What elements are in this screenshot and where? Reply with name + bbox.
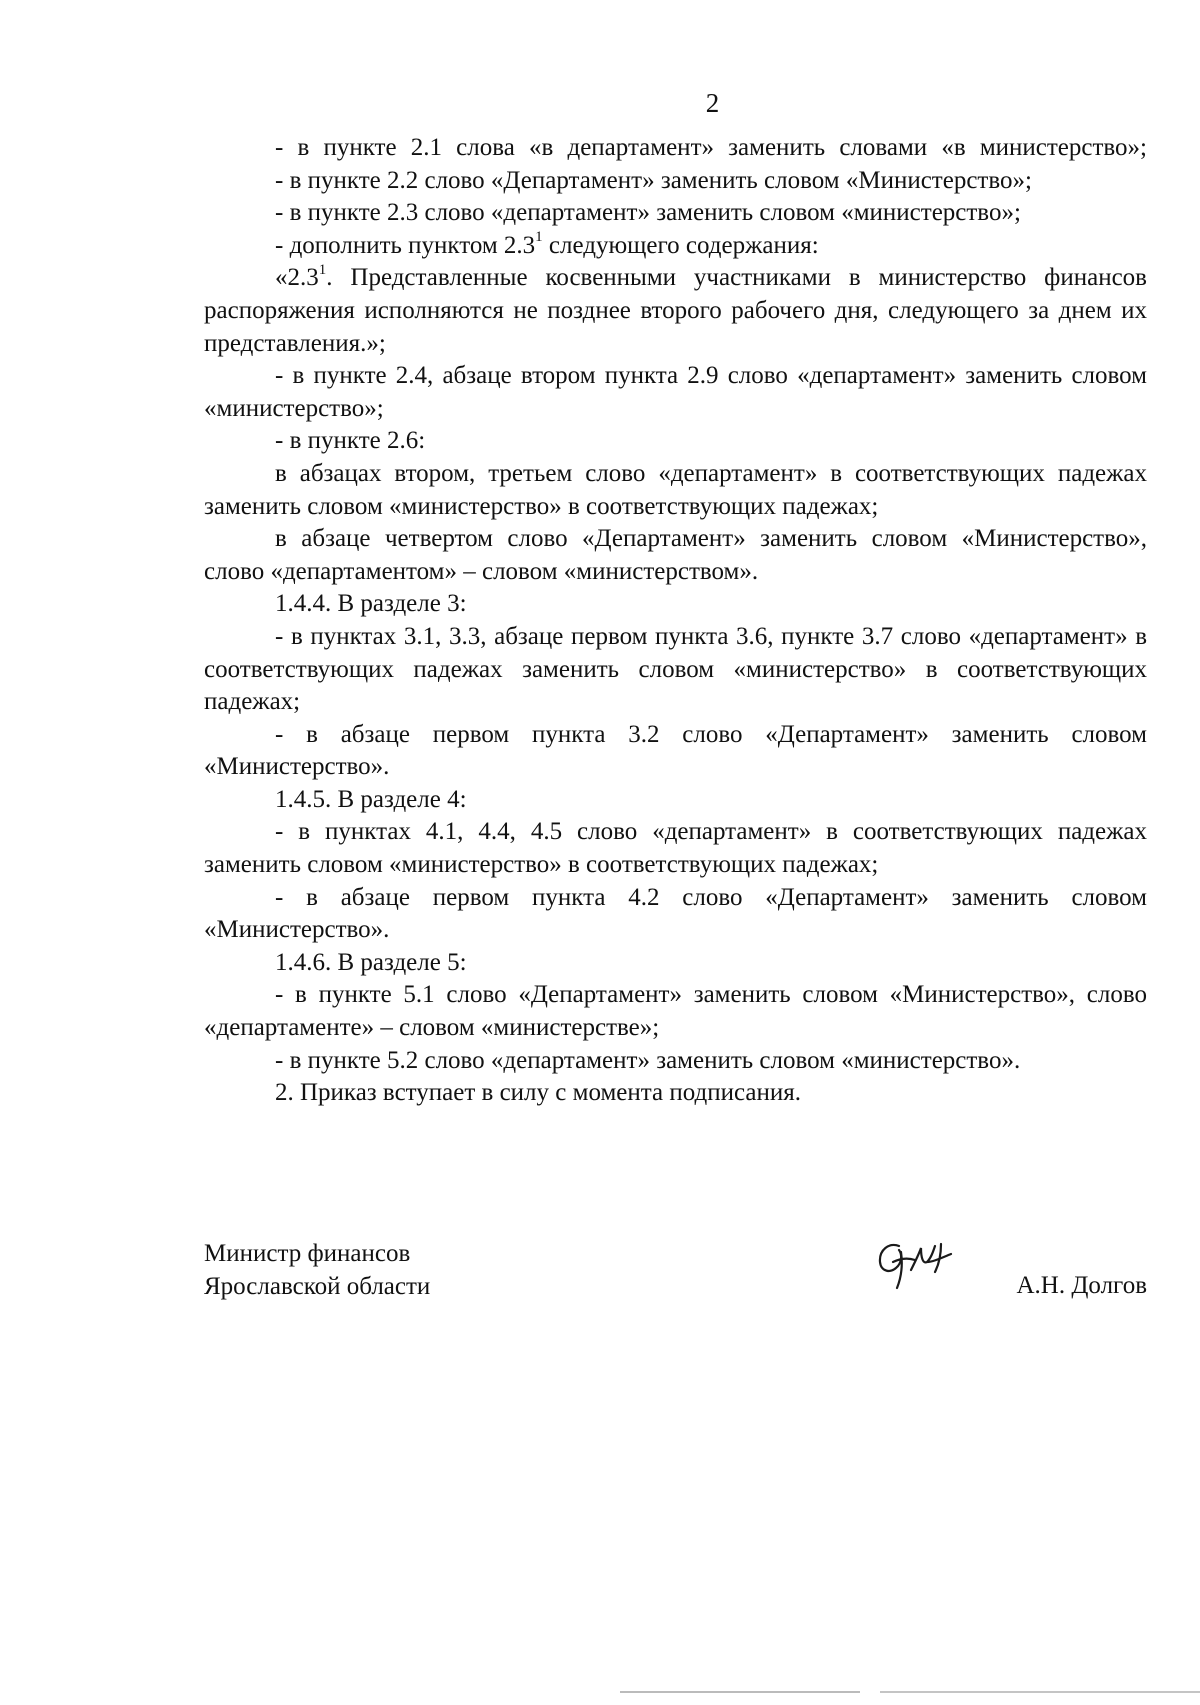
signatory-name: А.Н. Долгов xyxy=(1016,1272,1147,1299)
text-run: . Представленные косвенными участниками в министерство финансов распоряжения исполняются не позднее второго рабочего дня, следующего за днем их представления.»; xyxy=(204,264,1147,357)
signatory-position xyxy=(204,1238,430,1303)
superscript: 1 xyxy=(318,262,327,279)
text-run: 1.4.5. В разделе 4: xyxy=(275,785,467,813)
paragraph xyxy=(204,425,1147,458)
section-heading xyxy=(204,588,1147,621)
position-line-1: Министр финансов xyxy=(204,1240,411,1267)
paragraph xyxy=(204,230,1147,263)
text-run: - в пункте 2.2 слово «Департамент» заменить словом «Министерство»; xyxy=(275,166,1032,194)
signature-block xyxy=(204,1238,1147,1308)
text-run: 2. Приказ вступает в силу с момента подписания. xyxy=(275,1079,801,1107)
paragraph xyxy=(204,882,1147,947)
paragraph xyxy=(204,621,1147,719)
paragraph xyxy=(204,262,1147,360)
text-run: - в абзаце первом пункта 4.2 слово «Департамент» заменить словом «Министерство». xyxy=(204,883,1147,944)
paragraph xyxy=(204,360,1147,425)
section-heading xyxy=(204,947,1147,980)
text-run: - в пункте 2.4, абзаце втором пункта 2.9 слово «департамент» заменить словом «министерство»; xyxy=(204,362,1147,422)
superscript: 1 xyxy=(535,229,543,246)
text-run: - в пункте 5.2 слово «департамент» заменить словом «министерство». xyxy=(275,1046,1021,1074)
paragraph xyxy=(204,458,1147,523)
text-run: - в пунктах 3.1, 3.3, абзаце первом пункта 3.6, пункте 3.7 слово «департамент» в соответствующих падежах заменить словом «министерство» в соответствующих падежах; xyxy=(204,622,1147,716)
paragraph xyxy=(204,165,1147,198)
text-run: - в абзаце первом пункта 3.2 слово «Департамент» заменить словом «Министерство». xyxy=(204,720,1147,781)
paragraph xyxy=(204,523,1147,588)
document-body xyxy=(204,132,1147,1110)
text-run: 1.4.4. В разделе 3: xyxy=(275,590,467,618)
text-run: в абзацах втором, третьем слово «департамент» в соответствующих падежах заменить словом «министерство» в соответствующих падежах; xyxy=(204,459,1147,520)
handwritten-signature-icon xyxy=(871,1232,961,1294)
text-run: - в пункте 5.1 слово «Департамент» заменить словом «Министерство», слово «департаменте» – словом «министерстве»; xyxy=(204,981,1147,1042)
text-run: - в пункте 2.1 слова «в департамент» заменить словами «в министерство»; xyxy=(275,134,1147,161)
paragraph xyxy=(204,816,1147,881)
text-run: следующего содержания: xyxy=(542,231,819,259)
paragraph xyxy=(204,979,1147,1044)
page-number: 2 xyxy=(705,88,720,118)
text-run: - в пунктах 4.1, 4.4, 4.5 слово «департамент» в соответствующих падежах заменить словом «министерство» в соответствующих падежах; xyxy=(204,818,1147,879)
paragraph xyxy=(204,132,1147,165)
text-run: в абзаце четвертом слово «Департамент» заменить словом «Министерство», слово «департаментом» – словом «министерством». xyxy=(204,525,1147,585)
paragraph xyxy=(204,1045,1147,1078)
paragraph xyxy=(204,719,1147,784)
section-heading xyxy=(204,784,1147,817)
position-line-2: Ярославской области xyxy=(204,1272,431,1300)
text-run: - в пункте 2.6: xyxy=(275,427,426,455)
text-run: - дополнить пунктом 2.3 xyxy=(275,231,536,259)
paragraph xyxy=(204,197,1147,230)
scan-edge-lines xyxy=(620,1690,1200,1694)
text-run: - в пункте 2.3 слово «департамент» заменить словом «министерство»; xyxy=(275,199,1021,227)
text-run: 1.4.6. В разделе 5: xyxy=(275,948,467,976)
paragraph xyxy=(204,1077,1147,1110)
text-run: «2.3 xyxy=(275,264,319,292)
